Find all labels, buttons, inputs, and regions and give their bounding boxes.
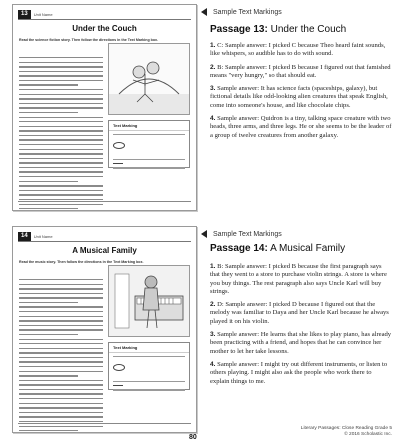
thumbnail-title: A Musical Family (72, 246, 137, 255)
thumbnail-header (18, 9, 191, 20)
thumbnail-body-text (19, 57, 103, 211)
alien-illustration-icon (109, 44, 189, 114)
answer-item: 1. C: Sample answer: I picked C because Theo heard faint sounds, like whispers, so audible has to do with sound. (210, 42, 386, 58)
piano-player-illustration-icon (109, 266, 189, 336)
passage-14-heading: Passage 14: A Musical Family (210, 243, 346, 254)
answer-item: 1. B: Sample answer: I picked B because the first paragraph says that they went to a store to purchase violin strings. A store is where you buy things. The rest paragraph also says Uncle Karl will buy strings. (210, 263, 387, 295)
book-credit: Literary Passages: Close Reading Grade 5 © 2016 Scholastic Inc. (300, 426, 392, 437)
thumbnail-footer (18, 423, 191, 428)
thumbnail-illustration (108, 265, 190, 337)
pointer-triangle-icon (201, 8, 207, 16)
sample-text-markings-label: Sample Text Markings (201, 230, 282, 238)
passage-14-answers (210, 263, 392, 391)
thumbnail-number: 13 (18, 10, 31, 19)
thumbnail-number: 14 (18, 232, 31, 241)
thumbnail-intro: Read the music story. Then follow the directions in the Text Marking box. (19, 260, 144, 264)
circle-mark-icon (113, 142, 125, 149)
answer-item: 4. Sample answer: I might try out different instruments, or listen to others playing. I might also ask the people who work there to explain things to me. (210, 360, 388, 385)
thumbnail-footer (18, 201, 191, 206)
text-marking-box (108, 342, 190, 390)
sample-text-markings-label: Sample Text Markings (201, 8, 282, 16)
thumbnail-illustration (108, 43, 190, 115)
thumbnail-title: Under the Couch (72, 24, 137, 33)
answer-item: 3. Sample answer: It has science facts (spaceships, galaxy), but fictional details like odd-looking alien creatures that speak English, come into someone's house, and like chocolate chips. (210, 85, 388, 109)
text-marking-box (108, 120, 190, 168)
circle-mark-icon (113, 364, 125, 371)
answer-item: 2. B: Sample answer: I picked B because I figured out that famished means "very hungry," so that should eat. (210, 63, 391, 79)
thumbnail-header-label: Unit Name (33, 11, 53, 17)
passage-13-heading: Passage 13: Under the Couch (210, 24, 347, 35)
answer-item: 3. Sample answer: He learns that she likes to play piano, has already been practicing with a friend, and hopes that he can convince her mother to let her take lessons. (210, 331, 392, 355)
thumbnail-body-text (19, 279, 103, 433)
thumbnail-header-label: Unit Name (33, 233, 53, 239)
answer-item: 2. D: Sample answer: I picked D because I figured out that the melody was familiar to Daya and her Uncle Karl because he always played it on his violin. (210, 301, 389, 325)
worksheet-thumbnail-13 (12, 4, 197, 211)
passage-13-answers (210, 42, 392, 145)
underline-mark-icon (113, 385, 123, 386)
text-marking-title: Text Marking (109, 343, 189, 353)
underline-mark-icon (113, 163, 123, 164)
thumbnail-header (18, 231, 191, 242)
pointer-triangle-icon (201, 230, 207, 238)
page-number: 80 (189, 434, 197, 441)
worksheet-thumbnail-14 (12, 226, 197, 433)
text-marking-title: Text Marking (109, 121, 189, 131)
thumbnail-intro: Read the science fiction story. Then follow the directions in the Text Marking box. (19, 38, 159, 42)
answer-item: 4. Sample answer: Quidron is a tiny, talking space creature with two heads, three arms, and three legs. He or she seems to be the leader of a group of twelve creatures from another galaxy. (210, 115, 392, 139)
